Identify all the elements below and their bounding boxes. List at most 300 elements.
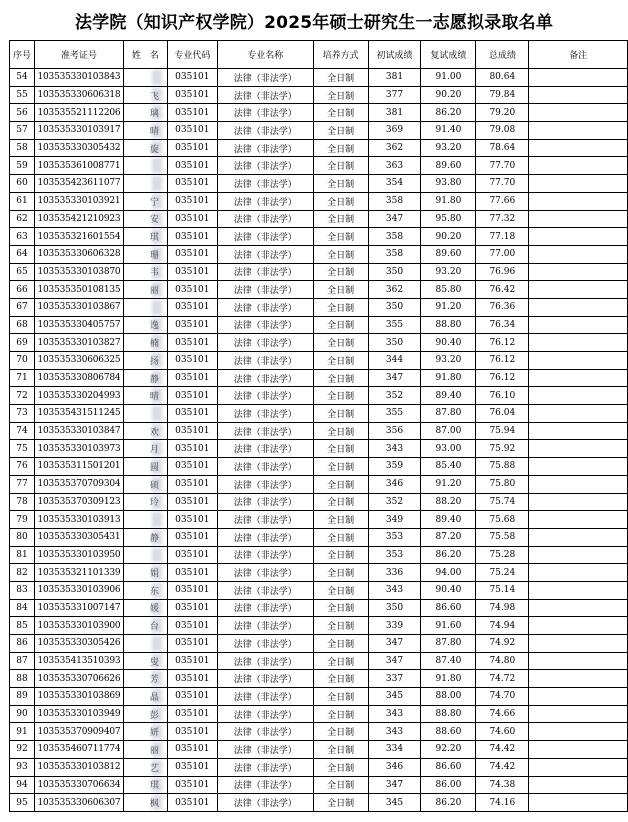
cell-major-name: 法律（非法学） xyxy=(217,599,313,617)
cell-retest-score: 85.80 xyxy=(421,281,476,299)
cell-initial-score: 350 xyxy=(368,334,421,352)
cell-remarks xyxy=(529,192,628,210)
cell-remarks xyxy=(529,493,628,511)
redaction-blur xyxy=(152,512,162,527)
cell-study-mode: 全日制 xyxy=(313,334,368,352)
name-visible-fragment: 玲 xyxy=(149,498,159,509)
cell-study-mode: 全日制 xyxy=(313,157,368,175)
cell-remarks xyxy=(529,635,628,653)
cell-exam-id: 103535321601554 xyxy=(34,228,123,246)
table-row xyxy=(10,122,628,140)
cell-total-score: 74.72 xyxy=(476,670,529,688)
cell-major-name: 法律（非法学） xyxy=(217,458,313,476)
cell-major-name: 法律（非法学） xyxy=(217,741,313,759)
cell-exam-id: 103535330706626 xyxy=(34,670,123,688)
table-row xyxy=(10,493,628,511)
cell-study-mode: 全日制 xyxy=(313,475,368,493)
header-cell-name: 姓 名 xyxy=(123,41,167,69)
cell-major-code: 035101 xyxy=(167,458,217,476)
cell-no: 76 xyxy=(10,458,35,476)
cell-major-name: 法律（非法学） xyxy=(217,440,313,458)
cell-retest-score: 90.40 xyxy=(421,334,476,352)
cell-exam-id: 103535361008771 xyxy=(34,157,123,175)
cell-retest-score: 91.20 xyxy=(421,298,476,316)
table-row xyxy=(10,281,628,299)
cell-major-code: 035101 xyxy=(167,334,217,352)
cell-remarks xyxy=(529,422,628,440)
cell-major-name: 法律（非法学） xyxy=(217,688,313,706)
cell-no: 95 xyxy=(10,794,35,812)
cell-major-name: 法律（非法学） xyxy=(217,564,313,582)
cell-retest-score: 93.00 xyxy=(421,440,476,458)
cell-major-code: 035101 xyxy=(167,670,217,688)
cell-retest-score: 92.20 xyxy=(421,741,476,759)
cell-retest-score: 87.40 xyxy=(421,652,476,670)
cell-initial-score: 343 xyxy=(368,723,421,741)
cell-exam-id: 103535330103973 xyxy=(34,440,123,458)
cell-initial-score: 343 xyxy=(368,581,421,599)
header-cell-exam-id: 准考证号 xyxy=(34,41,123,69)
cell-name xyxy=(123,192,167,210)
cell-no: 90 xyxy=(10,705,35,723)
table-row xyxy=(10,688,628,706)
cell-total-score: 76.12 xyxy=(476,352,529,370)
cell-exam-id: 103535330103827 xyxy=(34,334,123,352)
cell-major-name: 法律（非法学） xyxy=(217,352,313,370)
cell-no: 59 xyxy=(10,157,35,175)
redaction-blur xyxy=(152,158,162,173)
cell-major-name: 法律（非法学） xyxy=(217,139,313,157)
cell-total-score: 76.12 xyxy=(476,334,529,352)
cell-name xyxy=(123,670,167,688)
cell-major-code: 035101 xyxy=(167,528,217,546)
cell-remarks xyxy=(529,564,628,582)
name-visible-fragment: 月 xyxy=(149,445,159,456)
cell-no: 83 xyxy=(10,581,35,599)
cell-remarks xyxy=(529,546,628,564)
cell-study-mode: 全日制 xyxy=(313,122,368,140)
cell-remarks xyxy=(529,458,628,476)
header-cell-total-score: 总成绩 xyxy=(476,41,529,69)
header-cell-major-code: 专业代码 xyxy=(167,41,217,69)
cell-initial-score: 358 xyxy=(368,192,421,210)
cell-major-name: 法律（非法学） xyxy=(217,652,313,670)
cell-study-mode: 全日制 xyxy=(313,175,368,193)
cell-initial-score: 355 xyxy=(368,405,421,423)
header-cell-initial-score: 初试成绩 xyxy=(368,41,421,69)
cell-no: 86 xyxy=(10,635,35,653)
table-row xyxy=(10,387,628,405)
cell-study-mode: 全日制 xyxy=(313,192,368,210)
cell-total-score: 75.68 xyxy=(476,511,529,529)
cell-major-name: 法律（非法学） xyxy=(217,794,313,812)
cell-name xyxy=(123,281,167,299)
cell-no: 63 xyxy=(10,228,35,246)
cell-major-name: 法律（非法学） xyxy=(217,617,313,635)
cell-major-code: 035101 xyxy=(167,617,217,635)
cell-major-code: 035101 xyxy=(167,546,217,564)
cell-total-score: 77.66 xyxy=(476,192,529,210)
cell-retest-score: 86.20 xyxy=(421,104,476,122)
cell-initial-score: 334 xyxy=(368,741,421,759)
cell-retest-score: 91.60 xyxy=(421,617,476,635)
cell-study-mode: 全日制 xyxy=(313,705,368,723)
cell-total-score: 74.42 xyxy=(476,758,529,776)
cell-major-code: 035101 xyxy=(167,210,217,228)
cell-study-mode: 全日制 xyxy=(313,723,368,741)
name-visible-fragment: 珊 xyxy=(149,250,159,261)
redaction-blur xyxy=(152,70,162,85)
name-visible-fragment: 媛 xyxy=(149,604,159,615)
cell-exam-id: 103535330103921 xyxy=(34,192,123,210)
cell-study-mode: 全日制 xyxy=(313,210,368,228)
cell-major-name: 法律（非法学） xyxy=(217,758,313,776)
cell-retest-score: 88.20 xyxy=(421,493,476,511)
cell-name xyxy=(123,705,167,723)
cell-retest-score: 89.40 xyxy=(421,387,476,405)
cell-exam-id: 103535330103867 xyxy=(34,298,123,316)
cell-exam-id: 103535370709304 xyxy=(34,475,123,493)
cell-study-mode: 全日制 xyxy=(313,440,368,458)
cell-major-name: 法律（非法学） xyxy=(217,581,313,599)
cell-exam-id: 103535330103917 xyxy=(34,122,123,140)
name-visible-fragment: 飞 xyxy=(149,91,159,102)
cell-name xyxy=(123,334,167,352)
cell-no: 68 xyxy=(10,316,35,334)
table-row xyxy=(10,705,628,723)
cell-major-code: 035101 xyxy=(167,758,217,776)
cell-total-score: 74.66 xyxy=(476,705,529,723)
cell-retest-score: 91.20 xyxy=(421,475,476,493)
cell-exam-id: 103535331007147 xyxy=(34,599,123,617)
cell-no: 82 xyxy=(10,564,35,582)
cell-retest-score: 88.00 xyxy=(421,688,476,706)
cell-remarks xyxy=(529,369,628,387)
cell-exam-id: 103535330103870 xyxy=(34,263,123,281)
table-row xyxy=(10,157,628,175)
header-cell-remarks: 备注 xyxy=(529,41,628,69)
cell-exam-id: 103535370909407 xyxy=(34,723,123,741)
cell-retest-score: 95.80 xyxy=(421,210,476,228)
cell-no: 54 xyxy=(10,69,35,87)
cell-study-mode: 全日制 xyxy=(313,511,368,529)
table-row xyxy=(10,617,628,635)
cell-name xyxy=(123,599,167,617)
cell-no: 94 xyxy=(10,776,35,794)
cell-study-mode: 全日制 xyxy=(313,794,368,812)
cell-name xyxy=(123,564,167,582)
cell-name xyxy=(123,741,167,759)
cell-major-name: 法律（非法学） xyxy=(217,511,313,529)
cell-study-mode: 全日制 xyxy=(313,281,368,299)
cell-remarks xyxy=(529,334,628,352)
cell-exam-id: 103535413510393 xyxy=(34,652,123,670)
cell-initial-score: 344 xyxy=(368,352,421,370)
cell-total-score: 75.14 xyxy=(476,581,529,599)
cell-major-code: 035101 xyxy=(167,635,217,653)
cell-retest-score: 93.20 xyxy=(421,352,476,370)
table-row xyxy=(10,635,628,653)
cell-initial-score: 347 xyxy=(368,652,421,670)
cell-name xyxy=(123,86,167,104)
cell-major-name: 法律（非法学） xyxy=(217,387,313,405)
cell-name xyxy=(123,69,167,87)
cell-retest-score: 88.80 xyxy=(421,316,476,334)
cell-no: 55 xyxy=(10,86,35,104)
cell-name xyxy=(123,352,167,370)
cell-remarks xyxy=(529,581,628,599)
table-row xyxy=(10,139,628,157)
name-visible-fragment: 硕 xyxy=(149,480,159,491)
cell-no: 89 xyxy=(10,688,35,706)
cell-initial-score: 362 xyxy=(368,139,421,157)
cell-initial-score: 358 xyxy=(368,245,421,263)
cell-major-code: 035101 xyxy=(167,175,217,193)
name-visible-fragment: 圆 xyxy=(149,462,159,473)
cell-total-score: 79.20 xyxy=(476,104,529,122)
cell-retest-score: 86.60 xyxy=(421,758,476,776)
cell-major-name: 法律（非法学） xyxy=(217,86,313,104)
cell-no: 73 xyxy=(10,405,35,423)
cell-initial-score: 346 xyxy=(368,475,421,493)
cell-exam-id: 103535421210923 xyxy=(34,210,123,228)
cell-name xyxy=(123,369,167,387)
table-row xyxy=(10,458,628,476)
cell-major-name: 法律（非法学） xyxy=(217,528,313,546)
cell-retest-score: 87.80 xyxy=(421,635,476,653)
cell-name xyxy=(123,528,167,546)
cell-major-code: 035101 xyxy=(167,316,217,334)
cell-major-name: 法律（非法学） xyxy=(217,493,313,511)
cell-initial-score: 347 xyxy=(368,369,421,387)
cell-exam-id: 103535330103843 xyxy=(34,69,123,87)
cell-total-score: 76.04 xyxy=(476,405,529,423)
table-row xyxy=(10,228,628,246)
name-visible-fragment: 楠 xyxy=(149,339,159,350)
cell-total-score: 77.70 xyxy=(476,157,529,175)
cell-no: 61 xyxy=(10,192,35,210)
cell-name xyxy=(123,493,167,511)
cell-retest-score: 90.20 xyxy=(421,228,476,246)
cell-initial-score: 358 xyxy=(368,228,421,246)
name-visible-fragment: 晶 xyxy=(149,692,159,703)
cell-study-mode: 全日制 xyxy=(313,139,368,157)
cell-major-name: 法律（非法学） xyxy=(217,104,313,122)
name-visible-fragment: 静 xyxy=(149,533,159,544)
name-visible-fragment: 晴 xyxy=(149,126,159,137)
cell-major-name: 法律（非法学） xyxy=(217,405,313,423)
cell-initial-score: 345 xyxy=(368,794,421,812)
cell-name xyxy=(123,175,167,193)
cell-no: 64 xyxy=(10,245,35,263)
cell-total-score: 75.58 xyxy=(476,528,529,546)
cell-initial-score: 347 xyxy=(368,210,421,228)
cell-remarks xyxy=(529,210,628,228)
cell-name xyxy=(123,405,167,423)
cell-study-mode: 全日制 xyxy=(313,758,368,776)
table-row xyxy=(10,245,628,263)
cell-name xyxy=(123,475,167,493)
header-cell-study-mode: 培养方式 xyxy=(313,41,368,69)
name-visible-fragment: 欢 xyxy=(149,427,159,438)
cell-major-code: 035101 xyxy=(167,69,217,87)
cell-major-code: 035101 xyxy=(167,794,217,812)
cell-major-name: 法律（非法学） xyxy=(217,475,313,493)
cell-total-score: 74.94 xyxy=(476,617,529,635)
cell-retest-score: 86.20 xyxy=(421,546,476,564)
redaction-blur xyxy=(152,636,162,651)
name-visible-fragment: 枫 xyxy=(149,799,159,810)
cell-exam-id: 103535330606318 xyxy=(34,86,123,104)
cell-remarks xyxy=(529,104,628,122)
table-row xyxy=(10,741,628,759)
cell-total-score: 75.28 xyxy=(476,546,529,564)
cell-name xyxy=(123,458,167,476)
cell-remarks xyxy=(529,528,628,546)
cell-major-code: 035101 xyxy=(167,352,217,370)
cell-name xyxy=(123,139,167,157)
name-visible-fragment: 旋 xyxy=(149,144,159,155)
cell-major-code: 035101 xyxy=(167,405,217,423)
cell-initial-score: 381 xyxy=(368,69,421,87)
cell-name xyxy=(123,635,167,653)
cell-remarks xyxy=(529,758,628,776)
cell-no: 84 xyxy=(10,599,35,617)
cell-name xyxy=(123,228,167,246)
cell-remarks xyxy=(529,352,628,370)
cell-initial-score: 356 xyxy=(368,422,421,440)
table-row xyxy=(10,422,628,440)
cell-retest-score: 93.20 xyxy=(421,139,476,157)
cell-major-name: 法律（非法学） xyxy=(217,192,313,210)
cell-initial-score: 369 xyxy=(368,122,421,140)
cell-total-score: 74.60 xyxy=(476,723,529,741)
cell-major-code: 035101 xyxy=(167,369,217,387)
cell-retest-score: 94.00 xyxy=(421,564,476,582)
header-cell-retest-score: 复试成绩 xyxy=(421,41,476,69)
cell-exam-id: 103535521112206 xyxy=(34,104,123,122)
cell-remarks xyxy=(529,122,628,140)
cell-major-name: 法律（非法学） xyxy=(217,157,313,175)
cell-study-mode: 全日制 xyxy=(313,564,368,582)
table-row xyxy=(10,86,628,104)
cell-name xyxy=(123,758,167,776)
redaction-blur xyxy=(152,548,162,563)
cell-exam-id: 103535330103847 xyxy=(34,422,123,440)
cell-retest-score: 89.60 xyxy=(421,245,476,263)
cell-major-name: 法律（非法学） xyxy=(217,723,313,741)
cell-name xyxy=(123,298,167,316)
table-row xyxy=(10,316,628,334)
table-row xyxy=(10,210,628,228)
cell-name xyxy=(123,617,167,635)
cell-major-code: 035101 xyxy=(167,475,217,493)
cell-no: 87 xyxy=(10,652,35,670)
cell-major-code: 035101 xyxy=(167,192,217,210)
cell-name xyxy=(123,245,167,263)
cell-study-mode: 全日制 xyxy=(313,528,368,546)
table-row xyxy=(10,440,628,458)
cell-total-score: 80.64 xyxy=(476,69,529,87)
cell-total-score: 76.36 xyxy=(476,298,529,316)
cell-remarks xyxy=(529,281,628,299)
cell-exam-id: 103535330103812 xyxy=(34,758,123,776)
cell-major-name: 法律（非法学） xyxy=(217,635,313,653)
name-visible-fragment: 宁 xyxy=(149,197,159,208)
cell-no: 58 xyxy=(10,139,35,157)
cell-major-code: 035101 xyxy=(167,440,217,458)
cell-retest-score: 87.80 xyxy=(421,405,476,423)
cell-exam-id: 103535423611077 xyxy=(34,175,123,193)
cell-remarks xyxy=(529,511,628,529)
cell-initial-score: 354 xyxy=(368,175,421,193)
cell-exam-id: 103535460711774 xyxy=(34,741,123,759)
cell-retest-score: 93.80 xyxy=(421,175,476,193)
cell-exam-id: 103535330103900 xyxy=(34,617,123,635)
cell-initial-score: 343 xyxy=(368,705,421,723)
cell-major-code: 035101 xyxy=(167,245,217,263)
cell-no: 70 xyxy=(10,352,35,370)
table-row xyxy=(10,564,628,582)
cell-exam-id: 103535330706634 xyxy=(34,776,123,794)
redaction-blur xyxy=(152,300,162,315)
cell-study-mode: 全日制 xyxy=(313,776,368,794)
cell-study-mode: 全日制 xyxy=(313,86,368,104)
cell-initial-score: 345 xyxy=(368,688,421,706)
cell-exam-id: 103535330305431 xyxy=(34,528,123,546)
cell-remarks xyxy=(529,139,628,157)
table-row xyxy=(10,298,628,316)
cell-initial-score: 337 xyxy=(368,670,421,688)
cell-name xyxy=(123,387,167,405)
cell-name xyxy=(123,688,167,706)
cell-study-mode: 全日制 xyxy=(313,741,368,759)
cell-exam-id: 103535330103913 xyxy=(34,511,123,529)
cell-name xyxy=(123,157,167,175)
cell-total-score: 74.38 xyxy=(476,776,529,794)
cell-major-name: 法律（非法学） xyxy=(217,263,313,281)
cell-total-score: 74.70 xyxy=(476,688,529,706)
cell-retest-score: 86.60 xyxy=(421,599,476,617)
cell-total-score: 75.80 xyxy=(476,475,529,493)
cell-no: 78 xyxy=(10,493,35,511)
table-row xyxy=(10,528,628,546)
table-row xyxy=(10,352,628,370)
cell-no: 62 xyxy=(10,210,35,228)
cell-exam-id: 103535330103869 xyxy=(34,688,123,706)
cell-total-score: 74.98 xyxy=(476,599,529,617)
cell-major-code: 035101 xyxy=(167,422,217,440)
header-cell-major-name: 专业名称 xyxy=(217,41,313,69)
table-row xyxy=(10,192,628,210)
table-row xyxy=(10,652,628,670)
cell-major-code: 035101 xyxy=(167,387,217,405)
cell-retest-score: 88.60 xyxy=(421,723,476,741)
cell-total-score: 74.92 xyxy=(476,635,529,653)
cell-initial-score: 336 xyxy=(368,564,421,582)
cell-total-score: 74.42 xyxy=(476,741,529,759)
cell-initial-score: 353 xyxy=(368,546,421,564)
cell-major-name: 法律（非法学） xyxy=(217,776,313,794)
cell-initial-score: 339 xyxy=(368,617,421,635)
cell-remarks xyxy=(529,157,628,175)
cell-major-code: 035101 xyxy=(167,688,217,706)
cell-exam-id: 103535431511245 xyxy=(34,405,123,423)
cell-remarks xyxy=(529,776,628,794)
header-cell-no: 序号 xyxy=(10,41,35,69)
cell-remarks xyxy=(529,228,628,246)
cell-no: 79 xyxy=(10,511,35,529)
